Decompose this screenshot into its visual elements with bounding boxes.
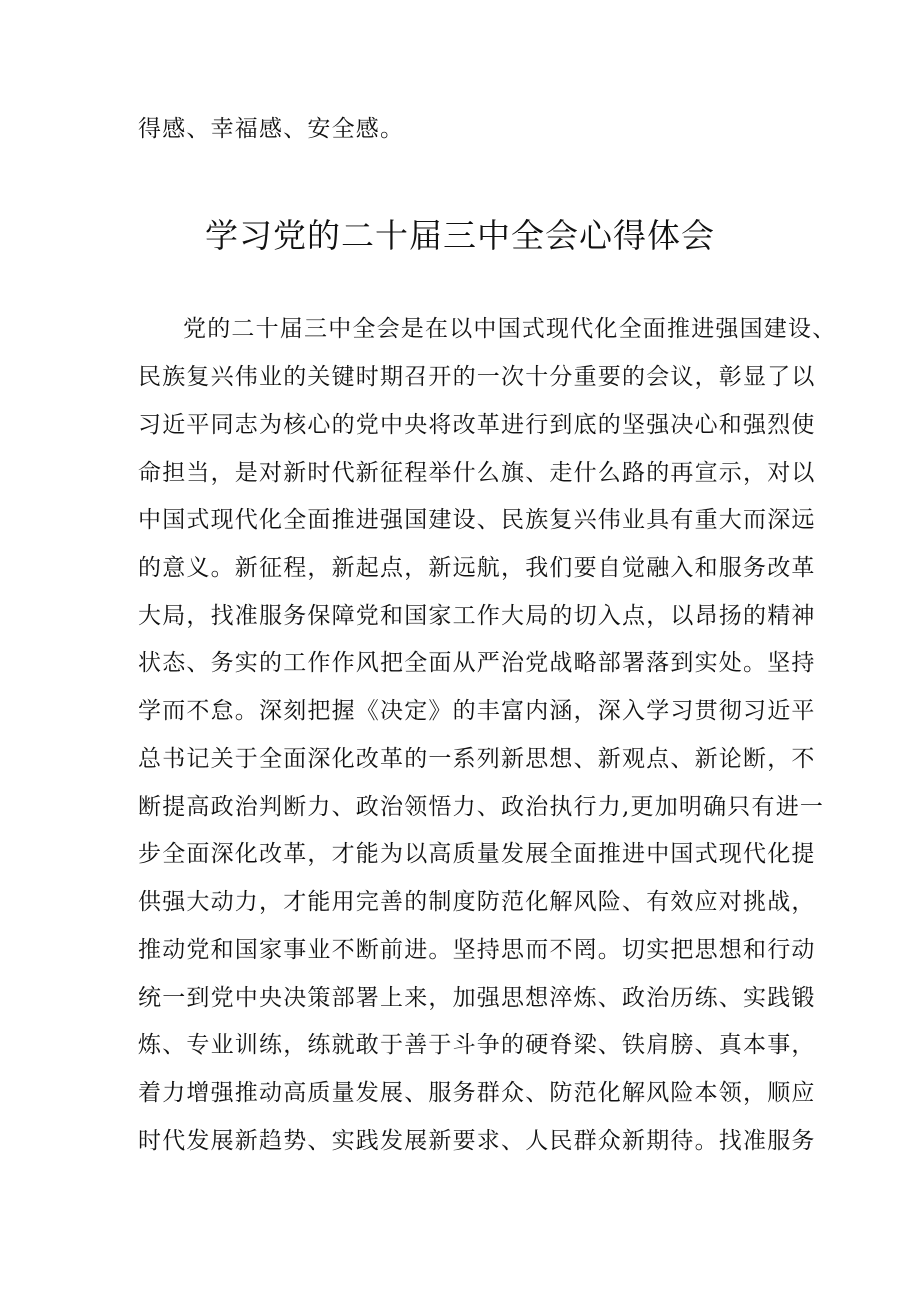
body-line: 中国式现代化全面推进强国建设、民族复兴伟业具有重大而深远 [138, 507, 816, 533]
body-line: 推动党和国家事业不断前进。坚持思而不罔。切实把思想和行动 [138, 937, 816, 963]
body-line: 着力增强推动高质量发展、服务群众、防范化解风险本领，顺应 [138, 1080, 816, 1106]
body-line: 供强大动力，才能用完善的制度防范化解风险、有效应对挑战， [138, 889, 816, 915]
body-line: 时代发展新趋势、实践发展新要求、人民群众新期待。找准服务 [138, 1128, 816, 1154]
body-line: 断提高政治判断力、政治领悟力、政治执行力,更加明确只有进一 [138, 794, 825, 820]
body-line: 步全面深化改革，才能为以高质量发展全面推进中国式现代化提 [138, 841, 816, 867]
body-line: 民族复兴伟业的关键时期召开的一次十分重要的会议，彰显了以 [138, 364, 816, 390]
body-line: 大局，找准服务保障党和国家工作大局的切入点，以昂扬的精神 [138, 603, 816, 629]
body-line: 党的二十届三中全会是在以中国式现代化全面推进强国建设、 [183, 316, 837, 342]
body-line: 总书记关于全面深化改革的一系列新思想、新观点、新论断，不 [138, 746, 816, 772]
body-line: 习近平同志为核心的党中央将改革进行到底的坚强决心和强烈使 [138, 412, 816, 438]
body-line: 炼、专业训练，练就敢于善于斗争的硬脊梁、铁肩膀、真本事， [138, 1032, 816, 1058]
continuation-text: 得感、幸福感、安全感。 [138, 116, 405, 142]
document-title: 学习党的二十届三中全会心得体会 [205, 216, 715, 255]
body-line: 状态、务实的工作作风把全面从严治党战略部署落到实处。坚持 [138, 650, 816, 676]
body-line: 的意义。新征程，新起点，新远航，我们要自觉融入和服务改革 [138, 555, 816, 581]
body-line: 统一到党中央决策部署上来，加强思想淬炼、政治历练、实践锻 [138, 985, 816, 1011]
body-line: 学而不怠。深刻把握《决定》的丰富内涵，深入学习贯彻习近平 [138, 698, 816, 724]
body-line: 命担当，是对新时代新征程举什么旗、走什么路的再宣示，对以 [138, 460, 816, 486]
